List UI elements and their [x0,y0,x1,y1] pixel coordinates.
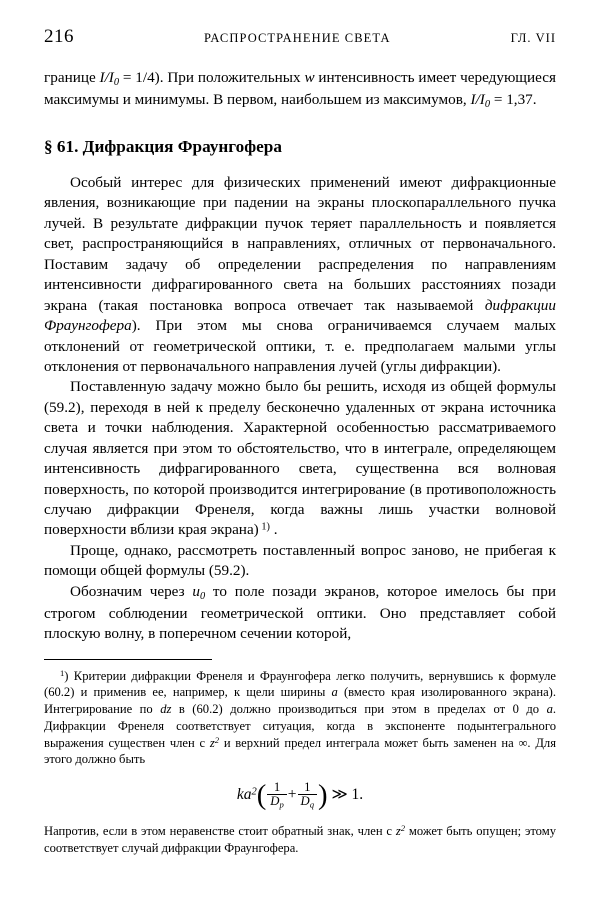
paragraph-1-text: Особый интерес для физических применений имеют дифракционные явления, возникающие при падении на экраны плоскопараллельного пучка лучей. В результате дифракции пучок теряет параллельность и появляется свет, распространяющийся в направлениях, отличных от первоначального. Поставим задачу об определении распределения по направлениям интенсивности дифрагированного света на больших расстояниях позади экрана (такая постановка вопроса отвечает так называемой [44,174,556,314]
formula-plus: + [287,786,297,804]
top-para-line3-post: = 1,37. [490,91,537,108]
footnote-body-2 [44,824,556,855]
math-inline-z-squared-2: $z^2$ [395,823,406,838]
paragraph-4-pre: Обозначим через [70,582,193,600]
math-inline-a-1: a [331,685,338,700]
paragraph-1-tail: ). При этом мы снова ограничиваемся случаем малых отклонений от геометрической оптики, т. е. предполагаем малыми углы отклонения от первоначального направления лучей (углы дифракции). [44,317,556,375]
paragraph-1 [44,173,556,377]
formula-right-paren: ) [318,779,328,812]
paragraph-2: Поставленную задачу можно было бы решить, исходя из общей формулы (59.2), переходя в ней к пределу бесконечно удаленных от экрана источника света и точки наблюдения. Характерной особенностью рассматриваемого случая является при этом то обстоятельство, что в интеграле, определяющем интенсивность дифрагированного света, существенна вся волновая поверхность, по которой производится интегрирование (в противоположность случаю дифракции Френеля, когда важны лишь участки волновой поверхности вблизи края экрана) $^{1)}$ . [44,378,556,539]
top-para-mid: = 1/4). При положительных [119,69,305,86]
body-text [44,68,556,645]
footnote-text-4: . Дифракции Френеля соответствует ситуация, когда в экспоненте подынтегрального выражения существен член с [44,702,557,750]
footnote-text-2: (вместо края изолированного экрана). Интегрирование по [44,685,556,717]
section-heading: § 61. Дифракция Фраунгофера [44,137,282,156]
top-para-line3-pre: из максимумов, [365,91,471,108]
top-para-lead: границе [44,69,100,86]
footnote-text-3: в (60.2) должно производиться при этом в пределах от 0 до [171,702,547,717]
footnote-separator [44,659,212,660]
running-head-title: РАСПРОСТРАНЕНИЕ СВЕТА [203,31,391,45]
top-para-line2: чередующиеся максимумы и минимумы. В первом, наибольшем [44,69,556,108]
paragraph-2-text: Поставленную задачу можно было бы решить, исходя из общей формулы (59.2), переходя в ней к пределу бесконечно удаленных от экрана источника света и точки наблюдения. Характерной особенностью рассматриваемого случая является при этом то обстоятельство, что в интеграле, определяющем интенсивность дифрагированного света, существенна вся волновая поверхность, по которой производится интегрирование (в противоположность случаю дифракции Френеля, когда важны лишь участки волновой поверхности вблизи края экрана) [44,378,556,539]
formula-fraction-2: $\frac{1}{D_q}$ [298,781,318,810]
footnote-block [44,668,556,857]
footnote-text-1: ) Критерии дифракции Френеля и Фраунгофера легко получить, вернувшись к формуле (60.2) и применив ее, например, к щели ширины [44,668,556,700]
page-number: 216 [44,26,74,47]
paragraph-3: Проще, однако, рассмотреть поставленный вопрос заново, не прибегая к помощи общей формулы (59.2). [44,541,556,580]
footnote-text-7: может быть опущен; этому соответствует случай дифракции Фраунгофера. [44,824,557,855]
math-inline-z-squared-1: $z^2$ [209,734,220,750]
footnote-text-5: и верхний предел интеграла может быть заменен на ∞. Для этого должно быть [44,735,556,767]
paragraph-4 [44,582,556,645]
formula-tail: ≫ 1. [331,786,364,804]
footnote-display-formula [44,781,556,810]
math-inline-w: w [304,69,315,86]
top-para-rest: интенсивность имеет [314,69,457,86]
footnote-reference: 1) [261,521,270,533]
formula-left-paren: ( [256,779,267,812]
footnote-text-6: Напротив, если в этом неравенстве стоит обратный знак, член с [44,824,396,838]
footnote-body [44,668,556,768]
running-head [44,26,556,48]
math-inline-i-over-i0-a: $I/I_0$ [99,69,120,89]
math-inline-u0: $u_0$ [192,582,206,602]
footnote-marker: 1 [60,667,65,678]
math-inline-dz: dz [160,702,172,717]
formula-ka-squared: $ka^2$ [236,786,257,804]
paragraph-1-italic-term: дифракции Фраунгофера [44,296,556,335]
paragraph-top [44,68,556,112]
formula-fraction-1: $\frac{1}{D_p}$ [267,781,287,810]
running-head-chapter: ГЛ. VII [510,31,556,45]
paragraph-4-post: то поле позади экранов, которое имелось бы при строгом соблюдении геометрической оптики. Оно представляет собой плоскую волну, в поперечном сечении которой, [44,582,556,643]
math-inline-a-2: a [546,702,553,717]
math-inline-i-over-i0-b: $I/I_0$ [470,91,491,111]
